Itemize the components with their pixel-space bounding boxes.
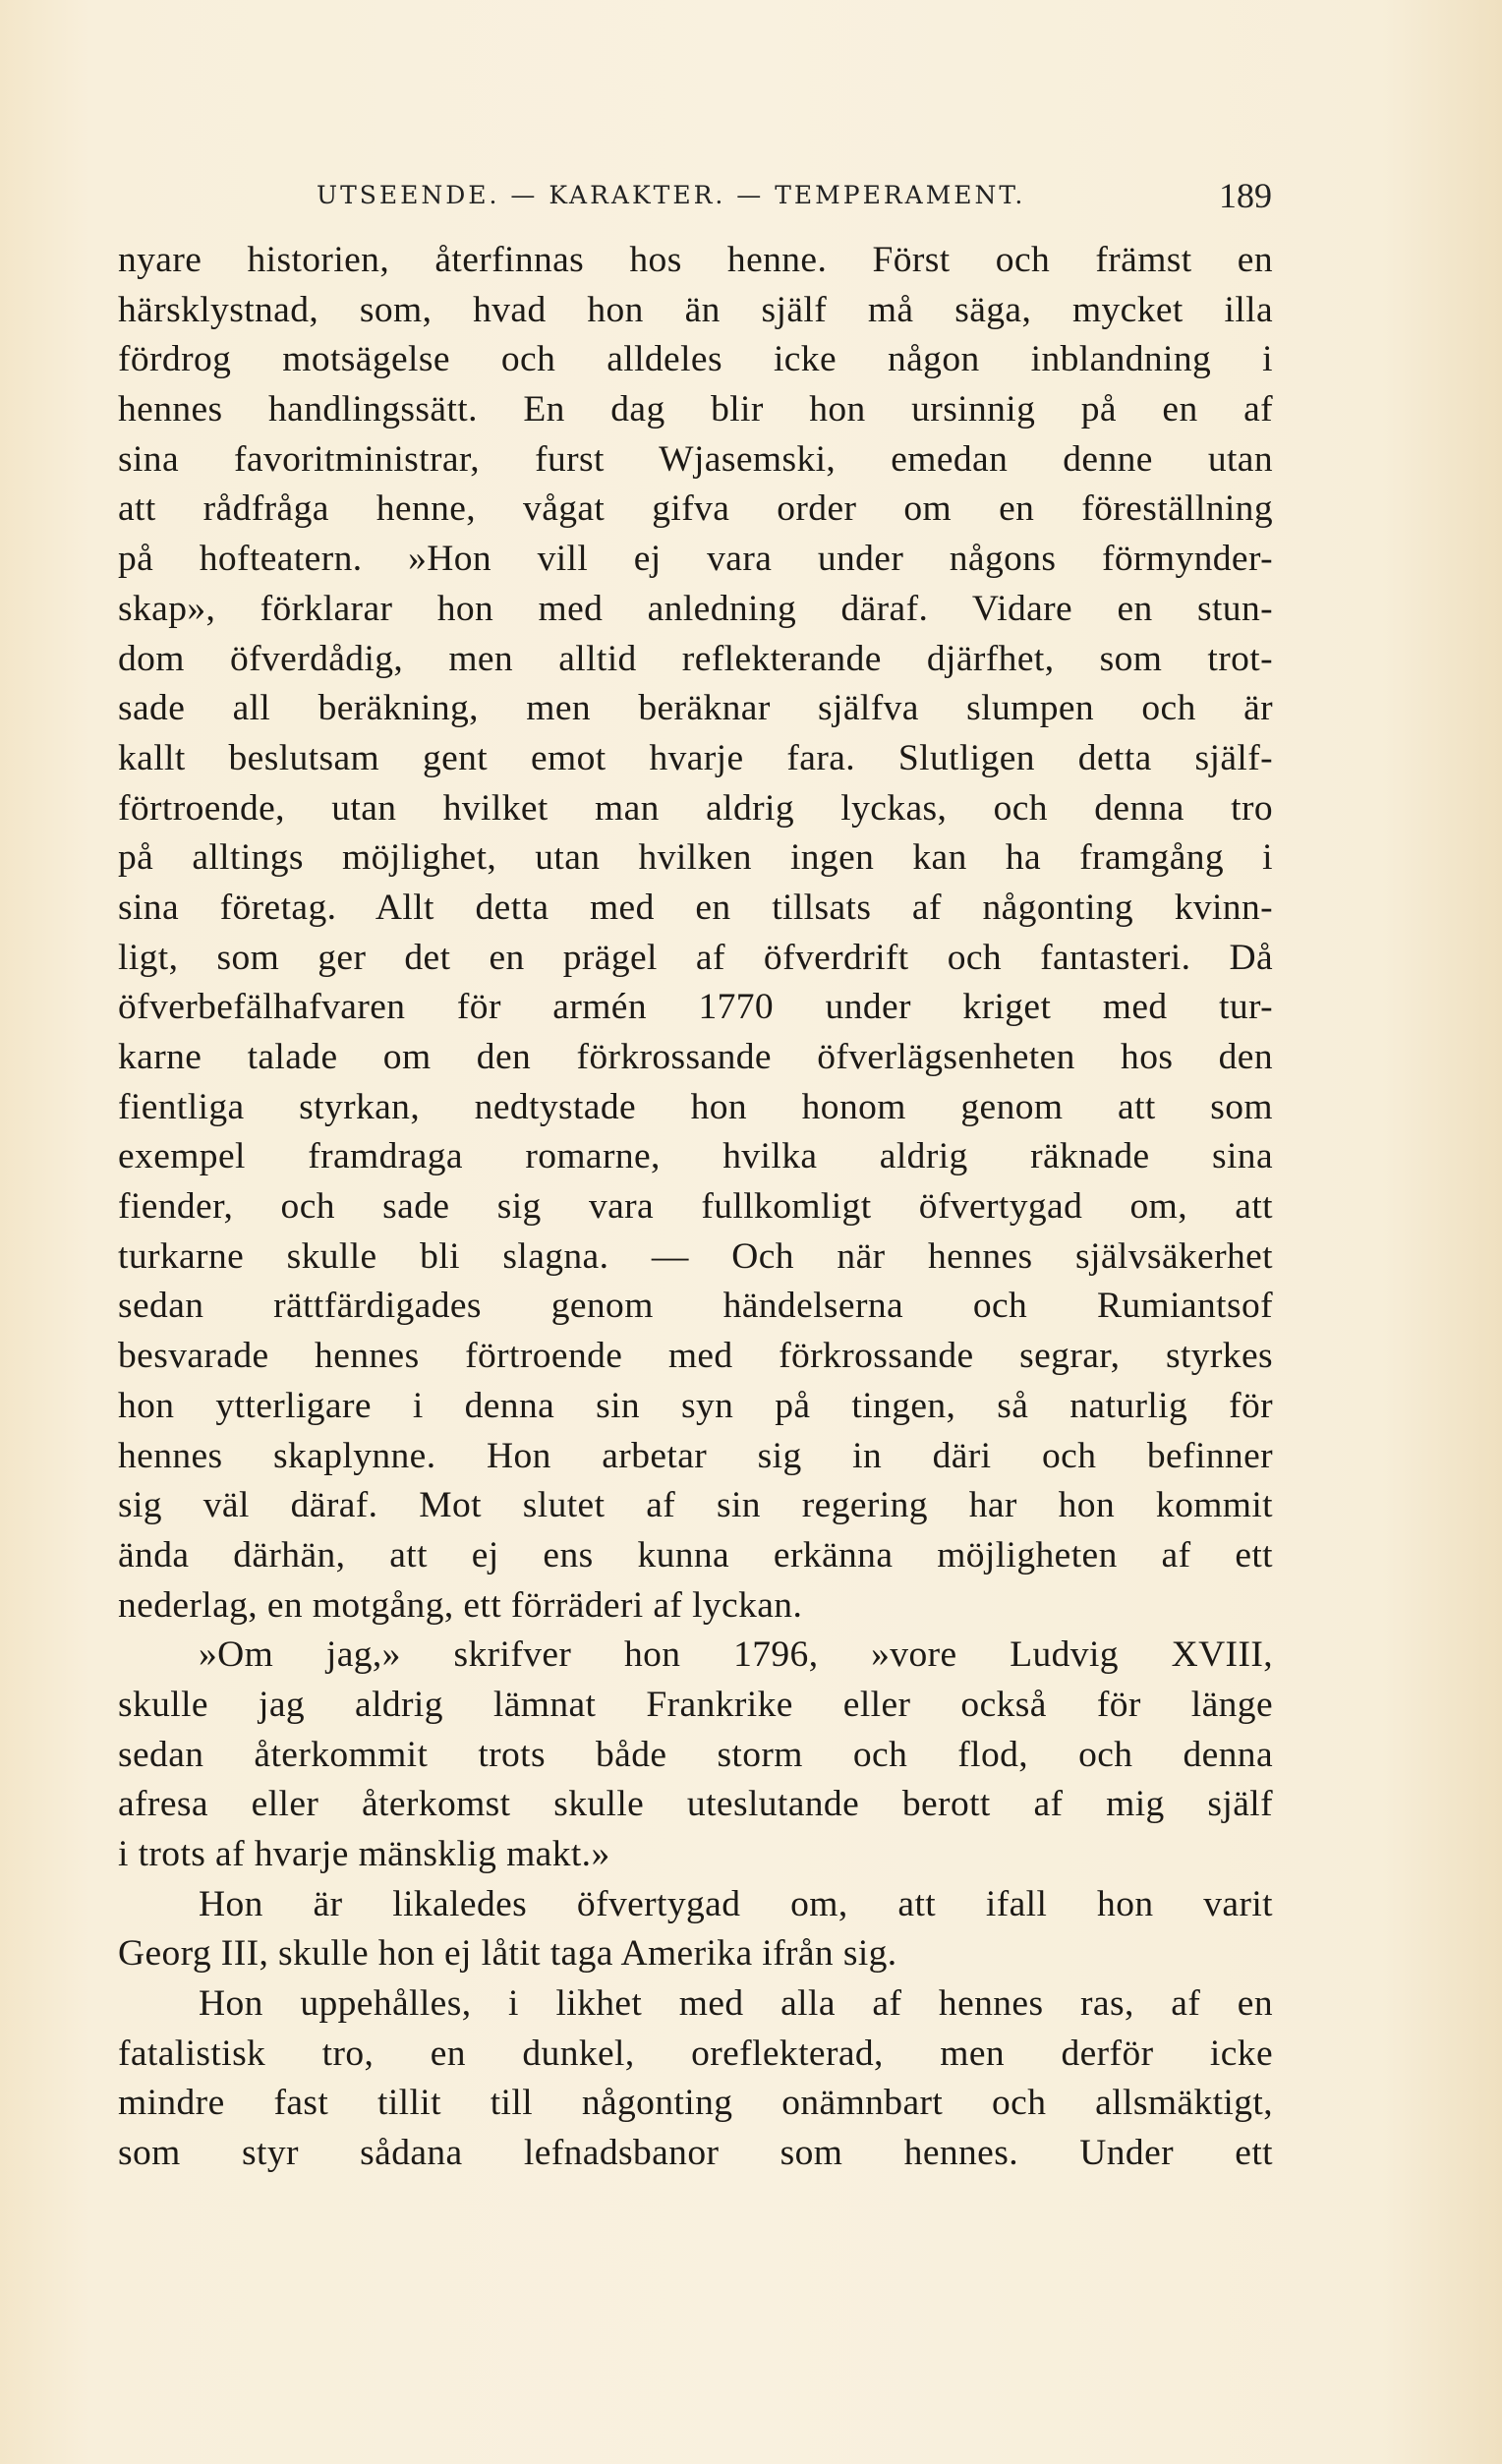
text-line: Hon är likaledes öfvertygad om, att ifall hon varit: [199, 1883, 1273, 1924]
text-line: fatalistisk tro, en dunkel, oreflekterad, men derför icke: [118, 2033, 1273, 2074]
text-line: turkarne skulle bli slagna. — Och när hennes självsäkerhet: [118, 1235, 1273, 1277]
text-line: hon ytterligare i denna sin syn på tingen, så naturlig för: [118, 1385, 1273, 1426]
text-line: Hon uppehålles, i likhet med alla af hennes ras, af en: [199, 1983, 1273, 2025]
text-line: nyare historien, återfinnas hos henne. Först och främst en: [118, 240, 1273, 280]
text-line: »Om jag,» skrifver hon 1796, »vore Ludvig XVIII,: [199, 1634, 1273, 1676]
text-line: afresa eller återkomst skulle uteslutande berott af mig själf: [118, 1784, 1273, 1825]
body-text: [118, 236, 1273, 2179]
text-line: sedan rättfärdigades genom händelserna och Rumiantsof: [118, 1286, 1273, 1327]
text-line: fördrog motsägelse och alldeles icke någon inblandning i: [118, 339, 1273, 380]
text-line: hennes handlingssätt. En dag blir hon ursinnig på en af: [118, 389, 1273, 430]
text-line: hennes skaplynne. Hon arbetar sig in däri och befinner: [118, 1435, 1273, 1476]
text-line: öfverbefälhafvaren för armén 1770 under kriget med tur-: [118, 987, 1273, 1028]
page-number: 189: [1219, 176, 1272, 215]
text-line: nederlag, en motgång, ett förräderi af lyckan.: [118, 1584, 803, 1626]
text-line: dom öfverdådig, men alltid reflekterande djärfhet, som trot-: [118, 638, 1273, 679]
text-line: karne talade om den förkrossande öfverlägsenheten hos den: [118, 1037, 1273, 1077]
text-line: härsklystnad, som, hvad hon än själf må säga, mycket illa: [118, 289, 1273, 330]
text-line: ligt, som ger det en prägel af öfverdrift och fantasteri. Då: [118, 937, 1273, 978]
text-line: sina favoritministrar, furst Wjasemski, emedan denne utan: [118, 438, 1273, 480]
text-line: exempel framdraga romarne, hvilka aldrig räknade sina: [118, 1136, 1273, 1177]
text-line: sina företag. Allt detta med en tillsats af någonting kvinn-: [118, 887, 1273, 928]
text-line: fiender, och sade sig vara fullkomligt öfvertygad om, att: [118, 1186, 1273, 1228]
page-header: [317, 175, 1272, 224]
text-line: sig väl däraf. Mot slutet af sin regering har hon kommit: [118, 1485, 1273, 1526]
text-line: mindre fast tillit till någonting onämnbart och allsmäktigt,: [118, 2083, 1273, 2124]
text-line: skulle jag aldrig lämnat Frankrike eller också för länge: [118, 1684, 1273, 1725]
text-line: på hofteatern. »Hon vill ej vara under någons förmynder-: [118, 539, 1273, 580]
text-line: som styr sådana lefnadsbanor som hennes. Under ett: [118, 2133, 1273, 2174]
text-line: skap», förklarar hon med anledning däraf. Vidare en stun-: [118, 588, 1273, 629]
running-head: UTSEENDE. — KARAKTER. — TEMPERAMENT.: [317, 181, 1026, 209]
text-line: på alltings möjlighet, utan hvilken ingen kan ha framgång i: [118, 837, 1273, 879]
text-line: i trots af hvarje mänsklig makt.»: [118, 1834, 610, 1874]
text-line: sedan återkommit trots både storm och flod, och denna: [118, 1734, 1273, 1775]
text-line: att rådfråga henne, vågat gifva order om en föreställning: [118, 488, 1273, 530]
text-line: förtroende, utan hvilket man aldrig lyckas, och denna tro: [118, 787, 1273, 829]
text-line: besvarade hennes förtroende med förkrossande segrar, styrkes: [118, 1336, 1273, 1377]
text-line: sade all beräkning, men beräknar själfva slumpen och är: [118, 688, 1273, 729]
text-line: ända därhän, att ej ens kunna erkänna möjligheten af ett: [118, 1534, 1273, 1576]
text-line: fientliga styrkan, nedtystade hon honom genom att som: [118, 1086, 1273, 1127]
text-line: Georg III, skulle hon ej låtit taga Amerika ifrån sig.: [118, 1933, 897, 1975]
text-line: kallt beslutsam gent emot hvarje fara. Slutligen detta själf-: [118, 737, 1273, 778]
